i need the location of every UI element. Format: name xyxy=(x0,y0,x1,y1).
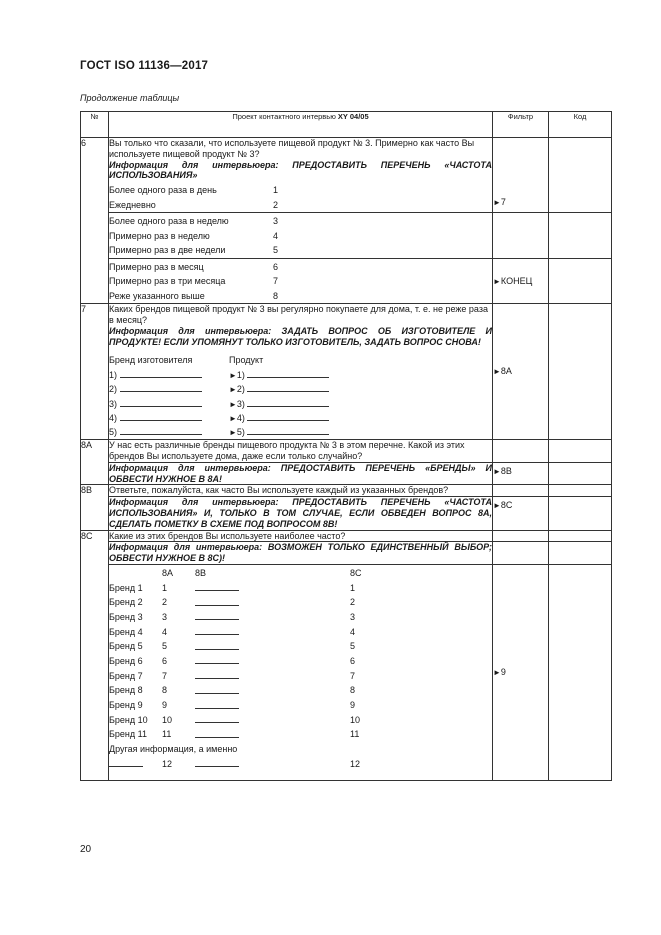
q8b-filter: ►8C xyxy=(493,497,549,530)
q7-instruction: Информация для интервьюера: ЗАДАТЬ ВОПРОС ОБ ИЗГОТОВИТЕЛЕ И ПРОДУКТЕ! ЕСЛИ УПОМЯНУТ ТОЛЬКО ИЗГОТОВИТЕЛЬ, ЗАДАТЬ ВОПРОС СНОВА! xyxy=(109,325,492,347)
brand-8b-blank xyxy=(195,714,350,726)
brand-8c-code: 6 xyxy=(350,655,356,666)
q8a-filter-empty xyxy=(493,440,549,463)
q6-option: Примерно раз в неделю 4 xyxy=(109,230,279,241)
brand-8a-code: 7 xyxy=(162,670,168,681)
q8b-number: 8B xyxy=(81,485,109,530)
document-title: ГОСТ ISO 11136—2017 xyxy=(80,60,209,72)
brand-8b-blank xyxy=(195,700,350,712)
q6-option: Примерно раз в месяц 6 xyxy=(109,261,279,272)
q8a-code-2 xyxy=(549,462,612,485)
q8c-brand-grid xyxy=(109,564,493,780)
brand-8c-code: 9 xyxy=(350,700,356,711)
q8a-instruction: Информация для интервьюера: ПРЕДОСТАВИТЬ ПЕРЕЧЕНЬ «БРЕНДЫ» И ОБВЕСТИ НУЖНОЕ В 8A! xyxy=(109,462,492,484)
q6-code-2 xyxy=(549,213,612,259)
q8c-brand-row xyxy=(109,654,492,669)
q8c-row-b xyxy=(81,542,612,565)
brand-8c-code: 7 xyxy=(350,670,356,681)
brand-8a-code: 1 xyxy=(162,582,168,593)
q8b-code-2 xyxy=(549,497,612,530)
q7-entry-row: 3) ►3) xyxy=(109,396,492,410)
brand-8a-code: 9 xyxy=(162,700,168,711)
header-no: № xyxy=(81,112,109,138)
brand-name: Бренд 9 xyxy=(109,700,143,711)
brand-name: Бренд 3 xyxy=(109,611,143,622)
header-project: Проект контактного интервью XY 04/05 xyxy=(109,112,493,138)
q8c-instruction: Информация для интервьюера: ВОЗМОЖЕН ТОЛЬКО ЕДИНСТВЕННЫЙ ВЫБОР; ОБВЕСТИ НУЖНОЕ В 8C)! xyxy=(109,542,492,564)
q7-text: Каких брендов пищевой продукт № 3 вы регулярно покупаете для дома, т. е. не реже раза в месяц? xyxy=(109,304,488,325)
q7-entry-row: 2) ►2) xyxy=(109,382,492,396)
q6-code-1 xyxy=(549,138,612,213)
q7-body xyxy=(109,304,493,440)
header-code: Код xyxy=(549,112,612,138)
q6-filter-2 xyxy=(493,213,549,259)
q8c-brand-row xyxy=(109,639,492,654)
q8c-row-c xyxy=(81,564,612,780)
q8c-brand-row xyxy=(109,683,492,698)
brand-8c-code: 4 xyxy=(350,626,356,637)
q8b-filter-empty xyxy=(493,485,549,497)
questionnaire-table xyxy=(80,111,612,781)
q7-entry-row: 1) ►1) xyxy=(109,368,492,382)
q6-row-a xyxy=(81,138,612,213)
brand-8b-blank xyxy=(195,626,350,638)
q7-columns: Бренд изготовителя Продукт xyxy=(109,355,264,366)
q6-option: Более одного раза в день 1 xyxy=(109,185,279,196)
q8c-filter-empty-2 xyxy=(493,542,549,565)
brand-name: Бренд 8 xyxy=(109,685,143,696)
brand-8b-blank xyxy=(195,611,350,623)
q6-group-2 xyxy=(109,213,493,259)
q8c-brand-row xyxy=(109,595,492,610)
brand-name: Бренд 6 xyxy=(109,655,143,666)
brand-name: Бренд 4 xyxy=(109,626,143,637)
q7-entry-row: 5) ►5) xyxy=(109,425,492,439)
q8a-text: У нас есть различные бренды пищевого продукта № 3 в этом перечне. Какой из этих брендов Вы используете дома, даже если только случайно? xyxy=(109,440,493,463)
brand-8b-blank xyxy=(195,597,350,609)
brand-name: Бренд 11 xyxy=(109,729,147,740)
q6-filter-1: ►7 xyxy=(493,138,549,213)
q8c-brand-row xyxy=(109,713,492,728)
q6-number: 6 xyxy=(81,138,109,304)
q6-row-b xyxy=(81,213,612,259)
brand-8a-code: 8 xyxy=(162,685,168,696)
brand-8c-code: 3 xyxy=(350,611,356,622)
brand-8a-code: 4 xyxy=(162,626,168,637)
brand-8b-blank xyxy=(195,655,350,667)
table-header-row xyxy=(81,112,612,138)
brand-name: Бренд 1 xyxy=(109,582,143,593)
brand-name: Бренд 2 xyxy=(109,597,143,608)
table-continuation-note: Продолжение таблицы xyxy=(80,93,180,103)
brand-8a-code: 6 xyxy=(162,655,168,666)
q6-option: Ежедневно 2 xyxy=(109,199,279,210)
q8c-other-label: Другая информация, а именно xyxy=(109,744,238,755)
q8c-filter-empty-1 xyxy=(493,530,549,542)
q8c-other-row: 12 12 xyxy=(109,757,492,772)
q8c-row-a xyxy=(81,530,612,542)
q7-code xyxy=(549,304,612,440)
q8a-number: 8A xyxy=(81,440,109,485)
brand-8b-blank xyxy=(195,729,350,741)
brand-8c-code: 1 xyxy=(350,582,356,593)
q8c-filter: ►9 xyxy=(493,564,549,780)
brand-8c-code: 5 xyxy=(350,641,356,652)
q8b-row-b xyxy=(81,497,612,530)
brand-8a-code: 2 xyxy=(162,597,168,608)
q6-code-3 xyxy=(549,258,612,304)
q6-group-3 xyxy=(109,258,493,304)
q8c-brand-row xyxy=(109,610,492,625)
brand-8c-code: 10 xyxy=(350,714,361,725)
q6-option: Реже указанного выше 8 xyxy=(109,290,279,301)
q8a-filter: ►8B xyxy=(493,462,549,485)
q8b-row-a xyxy=(81,485,612,497)
brand-8b-blank xyxy=(195,685,350,697)
q6-option: Более одного раза в неделю 3 xyxy=(109,216,279,227)
q8b-instruction: Информация для интервьюера: ПРЕДОСТАВИТЬ ПЕРЕЧЕНЬ «ЧАСТОТА ИСПОЛЬЗОВАНИЯ» И, ТОЛЬКО В ТОМ СЛУЧАЕ, ЕСЛИ ОБВЕДЕН ВОПРОС 8A, СДЕЛАТЬ ПОМЕТКУ В СХЕМЕ ПОД ВОПРОСОМ 8B! xyxy=(109,497,492,529)
q8c-code-3 xyxy=(549,564,612,780)
q8c-code-2 xyxy=(549,542,612,565)
page-number: 20 xyxy=(80,844,92,855)
q7-number: 7 xyxy=(81,304,109,440)
q8b-text: Ответьте, пожалуйста, как часто Вы используете каждый из указанных брендов? xyxy=(109,485,493,497)
q6-instruction: Информация для интервьюера: ПРЕДОСТАВИТЬ ПЕРЕЧЕНЬ «ЧАСТОТА ИСПОЛЬЗОВАНИЯ» xyxy=(109,159,492,181)
brand-8c-code: 8 xyxy=(350,685,356,696)
q8c-brand-row xyxy=(109,727,492,742)
q6-row-c xyxy=(81,258,612,304)
q8a-row-a xyxy=(81,440,612,463)
q6-option: Примерно раз в две недели 5 xyxy=(109,245,279,256)
q8c-brand-row xyxy=(109,669,492,684)
header-filter: Фильтр xyxy=(493,112,549,138)
brand-8a-code: 10 xyxy=(162,714,173,725)
brand-8b-blank xyxy=(195,670,350,682)
q7-filter: ►8A xyxy=(493,304,549,440)
brand-8b-blank xyxy=(195,641,350,653)
brand-8a-code: 3 xyxy=(162,611,168,622)
q8c-grid-header: 8A 8B 8C xyxy=(162,567,362,578)
q8c-brand-row xyxy=(109,581,492,596)
q7-entry-row: 4) ►4) xyxy=(109,411,492,425)
q8c-code-1 xyxy=(549,530,612,542)
brand-8a-code: 5 xyxy=(162,641,168,652)
q6-option: Примерно раз в три месяца 7 xyxy=(109,276,279,287)
q6-filter-3: ►КОНЕЦ xyxy=(493,258,549,304)
q8c-brand-row xyxy=(109,625,492,640)
q8a-row-b xyxy=(81,462,612,485)
q8c-number: 8C xyxy=(81,530,109,780)
brand-8a-code: 11 xyxy=(162,729,172,740)
brand-name: Бренд 10 xyxy=(109,714,148,725)
q8b-code-1 xyxy=(549,485,612,497)
q8a-code-1 xyxy=(549,440,612,463)
q8c-brand-row xyxy=(109,698,492,713)
q6-body xyxy=(109,138,493,213)
brand-name: Бренд 7 xyxy=(109,670,143,681)
q8c-text: Какие из этих брендов Вы используете наиболее часто? xyxy=(109,530,493,542)
q7-row xyxy=(81,304,612,440)
q6-text: Вы только что сказали, что используете пищевой продукт № 3. Примерно как часто Вы используете пищевой продукт № 3? xyxy=(109,138,475,159)
brand-8c-code: 2 xyxy=(350,597,356,608)
brand-8c-code: 11 xyxy=(350,729,360,740)
brand-8b-blank xyxy=(195,582,350,594)
brand-name: Бренд 5 xyxy=(109,641,143,652)
